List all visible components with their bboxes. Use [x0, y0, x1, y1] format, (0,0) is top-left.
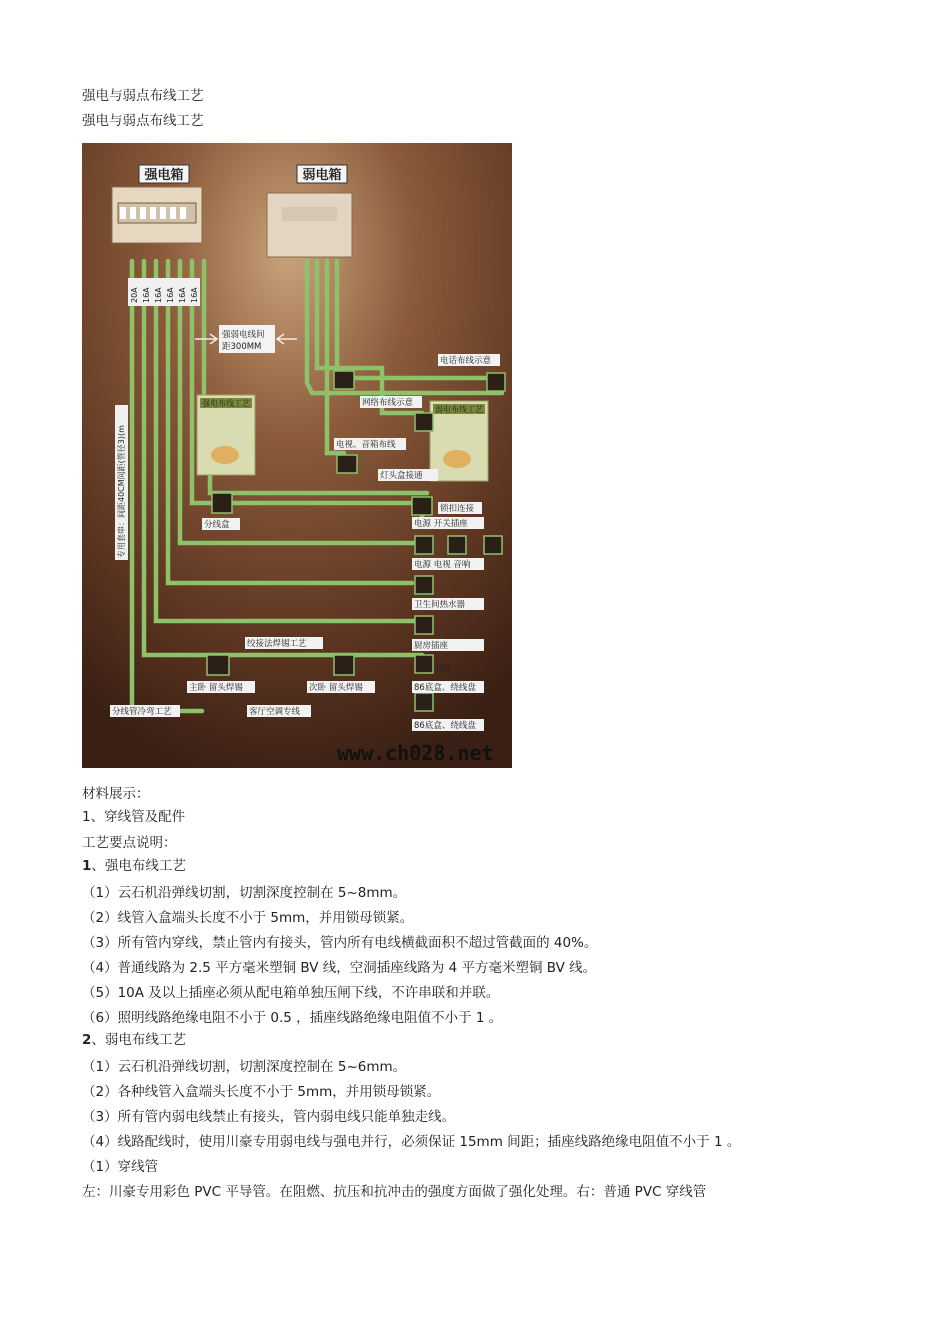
- poster-right: [430, 401, 488, 481]
- section-1-heading: 1、强电布线工艺: [82, 858, 186, 874]
- weak-step-3: （3）所有管内弱电线禁止有接头，管内弱电线只能单独走线。: [82, 1109, 456, 1125]
- doc-subtitle: 强电与弱点布线工艺: [82, 113, 204, 129]
- label-master: 主卧 留头焊锡: [189, 683, 243, 693]
- watermark: www.ch028.net: [337, 741, 494, 765]
- conduit-heading: （1）穿线管: [82, 1159, 159, 1175]
- svg-text:强弱电线间: 强弱电线间: [222, 330, 265, 340]
- label-pipe: 分线管冷弯工艺: [112, 707, 172, 717]
- strong-step-4: （4）普通线路为 2.5 平方毫米塑铜 BV 线，空洞插座线路为 4 平方毫米塑铜 BV 线。: [82, 960, 597, 976]
- conduit-caption: 左：川豪专用彩色 PVC 平导管。在阻燃、抗压和抗冲击的强度方面做了强化处理。右：普通 PVC 穿线管: [82, 1184, 707, 1200]
- materials-heading: 材料展示：: [82, 786, 150, 802]
- process-heading: 工艺要点说明：: [82, 835, 177, 851]
- svg-text:强电布线工艺: 强电布线工艺: [202, 399, 250, 408]
- label-tv-audio: 电视、音箱布线: [336, 440, 396, 450]
- label-network: 网络布线示意: [362, 398, 414, 408]
- wiring-photo: [82, 143, 512, 768]
- vertical-note: [115, 405, 128, 560]
- label-86box-2: 86底盒、绕线盘: [414, 721, 476, 731]
- label-power-tv: 电源 电视 音响: [414, 560, 471, 570]
- label-twist: 绞接法焊锡工艺: [247, 639, 307, 649]
- label-lock: 锁扣连接: [440, 504, 475, 514]
- svg-text:弱电布线工艺: 弱电布线工艺: [435, 405, 483, 414]
- weak-step-2: （2）各种线管入盒端头长度不小于 5mm，并用锁母锁紧。: [82, 1084, 441, 1100]
- label-study: 书房: [434, 664, 452, 674]
- breaker-3: 16A: [154, 287, 163, 303]
- strong-step-5: （5）10A 及以上插座必须从配电箱单独压闸下线，不许串联和并联。: [82, 985, 500, 1001]
- weak-step-1: （1）云石机沿弹线切割，切割深度控制在 5~6mm。: [82, 1059, 407, 1075]
- breaker-6: 16A: [190, 287, 199, 303]
- breaker-labels: [128, 278, 200, 306]
- label-junction: 分线盒: [204, 520, 230, 530]
- strong-step-1: （1）云石机沿弹线切割，切割深度控制在 5~8mm。: [82, 885, 407, 901]
- label-kitchen: 厨房插座: [414, 641, 449, 651]
- breaker-2: 16A: [142, 287, 151, 303]
- label-lamp: 灯头盒接通: [380, 471, 423, 481]
- label-switch: 电源 开关插座: [414, 519, 468, 529]
- breaker-4: 16A: [166, 287, 175, 303]
- weak-step-4: （4）线路配线时，使用川豪专用弱电线与强电并行，必须保证 15mm 间距；插座线路绝缘电阻值不小于 1 。: [82, 1134, 741, 1150]
- weak-box-label: 弱电箱: [302, 168, 342, 183]
- strong-box-label: 强电箱: [144, 168, 184, 183]
- section-2-heading: 2、弱电布线工艺: [82, 1032, 186, 1048]
- svg-text:专用套串：间距40CM间距(管径3)(m: 专用套串：间距40CM间距(管径3)(m: [117, 425, 126, 558]
- strong-step-2: （2）线管入盒端头长度不小于 5mm，并用锁母锁紧。: [82, 910, 414, 926]
- strong-step-3: （3）所有管内穿线，禁止管内有接头，管内所有电线横截面积不超过管截面的 40%。: [82, 935, 598, 951]
- poster-left: [197, 395, 255, 475]
- label-bath: 卫生间热水器: [414, 600, 466, 610]
- materials-item-1: 1、穿线管及配件: [82, 809, 186, 825]
- breaker-5: 16A: [178, 287, 187, 303]
- svg-text:距300MM: 距300MM: [222, 342, 262, 352]
- breaker-1: 20A: [130, 287, 139, 303]
- label-second: 次卧 留头焊锡: [309, 683, 363, 693]
- label-phone: 电话布线示意: [440, 356, 492, 366]
- label-86box-1: 86底盒、绕线盘: [414, 683, 476, 693]
- label-living-ac: 客厅空调专线: [249, 707, 301, 717]
- strong-step-6: （6）照明线路绝缘电阻不小于 0.5 ，插座线路绝缘电阻值不小于 1 。: [82, 1010, 503, 1026]
- doc-title: 强电与弱点布线工艺: [82, 88, 204, 104]
